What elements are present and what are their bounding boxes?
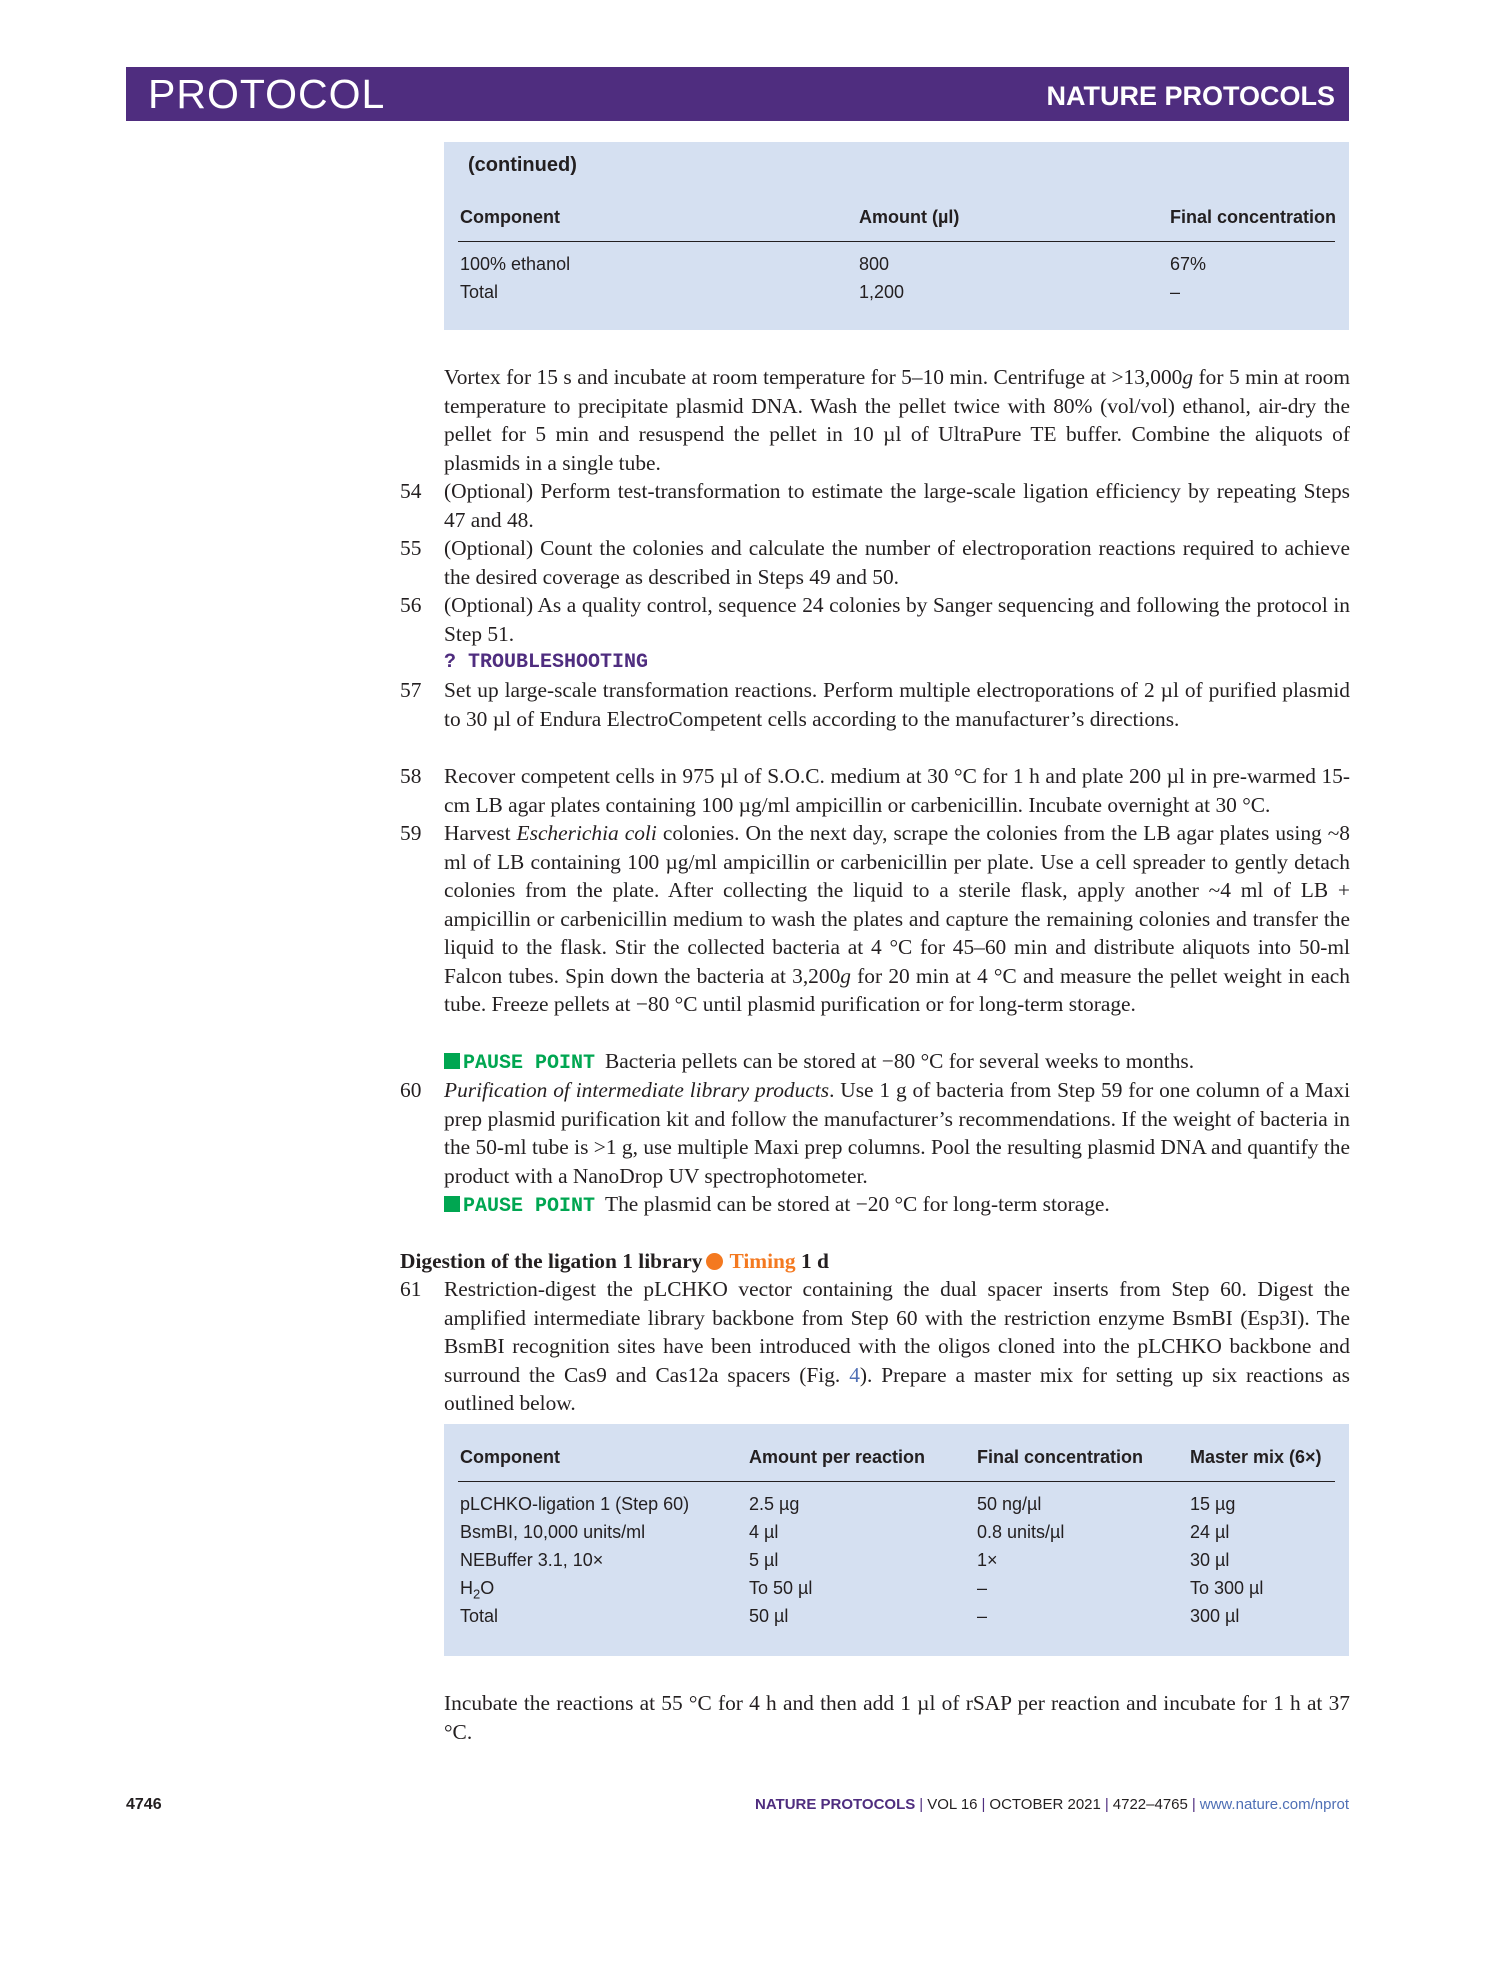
- step-text: Set up large-scale transformation reactions. Perform multiple electroporations of 2 µl of purified plasmid to 30 µl of Endura ElectroCompetent cells according to the manufacturer’s directions.: [444, 678, 1350, 731]
- table-cell: –: [977, 1606, 988, 1626]
- header-section-label: PROTOCOL: [148, 71, 386, 117]
- table-cell: To 50 µl: [749, 1578, 813, 1598]
- text-run: Harvest: [444, 821, 517, 845]
- text-run: . Use 1 g of bacteria from Step 59 for one column of a Maxi prep plasmid purification kit and follow the manufacturer’s recommendations. If the weight of bacteria in the 50-ml tube is >1 g, use multiple Maxi prep columns. Pool the resulting plasmid DNA and quantify the product with a NanoDrop UV spectrophotometer.: [444, 1078, 1351, 1188]
- table-cell: 800: [859, 254, 890, 274]
- table-cell: 15 µg: [1190, 1494, 1236, 1514]
- species-name: Escherichia coli: [516, 821, 657, 845]
- pause-point-text: The plasmid can be stored at −20 °C for long-term storage.: [605, 1192, 1110, 1216]
- table-cell: –: [1170, 282, 1181, 302]
- troubleshooting-label: ? TROUBLESHOOTING: [444, 651, 649, 674]
- table-cell: BsmBI, 10,000 units/ml: [460, 1522, 646, 1542]
- step-number: 57: [400, 678, 422, 702]
- table-cell: pLCHKO-ligation 1 (Step 60): [460, 1494, 690, 1514]
- footer-citation: [755, 1795, 1349, 1815]
- step-text: Recover competent cells in 975 µl of S.O.C. medium at 30 °C for 1 h and plate 200 µl in pre-warmed 15-cm LB agar plates containing 100 µg/ml ampicillin or carbenicillin. Incubate overnight at 30 °C.: [444, 764, 1350, 817]
- step-number: 59: [400, 821, 422, 845]
- table-rule: [458, 241, 1335, 242]
- step-text: [444, 819, 1350, 1019]
- table-header-cell: Final concentration: [1170, 207, 1337, 227]
- page-number: 4746: [126, 1796, 162, 1813]
- step-number: 61: [400, 1277, 422, 1301]
- table-cell: 2.5 µg: [749, 1494, 800, 1514]
- table-cell: –: [977, 1578, 988, 1598]
- figure-reference-link[interactable]: 4: [849, 1362, 860, 1387]
- text-run: for 5 min at room temperature to precipitate plasmid DNA. Wash the pellet twice with 80% (vol/vol) ethanol, air-dry the pellet for 5 min and resuspend the pellet in 10 µl of UltraPure TE buffer. Combine the aliquots of plasmids in a single tube.: [444, 365, 1350, 475]
- master-mix-table: [444, 1424, 1349, 1656]
- table-cell: 0.8 units/µl: [977, 1522, 1065, 1542]
- step-text: (Optional) Perform test-transformation to estimate the large-scale ligation efficiency by repeating Steps 47 and 48.: [444, 479, 1350, 532]
- table-header-cell: Final concentration: [977, 1447, 1144, 1467]
- page-header: [126, 67, 1349, 121]
- step-number: 55: [400, 536, 422, 560]
- step-text: [444, 1076, 1350, 1190]
- pause-point-1: [444, 1047, 1194, 1079]
- text-run: colonies. On the next day, scrape the colonies from the LB agar plates using ~8 ml of LB containing 100 µg/ml ampicillin or carbenicillin per plate. Use a cell spreader to gently detach colonies from the plate. After collecting the liquid to a sterile flask, apply another ~4 ml of LB + ampicillin or carbenicillin medium to wash the plates and capture the remaining colonies and transfer the liquid to the flask. Stir the collected bacteria at 4 °C for 45–60 min and distribute aliquots into 50-ml Falcon tubes. Spin down the bacteria at 3,200: [444, 821, 1350, 988]
- table-header-cell: Component: [460, 1447, 560, 1467]
- footer-separator: |: [919, 1796, 924, 1813]
- footer-separator: |: [981, 1796, 986, 1813]
- footer-volume: VOL 16: [927, 1796, 978, 1813]
- footer-journal: NATURE PROTOCOLS: [754, 1796, 916, 1813]
- text-run: for 20 min at 4 °C and measure the pellet weight in each tube. Freeze pellets at −80 °C until plasmid purification or for long-term storage.: [444, 963, 1350, 1016]
- step-text: (Optional) As a quality control, sequence 24 colonies by Sanger sequencing and following the protocol in Step 51.: [444, 593, 1350, 646]
- step-number: 56: [400, 593, 422, 617]
- step-number: 54: [400, 479, 422, 503]
- header-journal-name: NATURE PROTOCOLS: [1046, 81, 1335, 111]
- section-title: Digestion of the ligation 1 library: [400, 1249, 703, 1273]
- section-heading: [400, 1247, 829, 1275]
- timing-value: 1 d: [800, 1249, 829, 1273]
- footer-url-link[interactable]: www.nature.com/nprot: [1199, 1796, 1349, 1813]
- table-header-cell: Component: [460, 207, 560, 227]
- pause-point-icon: [444, 1053, 460, 1069]
- pause-point-text: Bacteria pellets can be stored at −80 °C for several weeks to months.: [605, 1049, 1195, 1073]
- pause-point-2: [444, 1190, 1110, 1222]
- footer-separator: |: [1104, 1796, 1109, 1813]
- step-number: 60: [400, 1078, 422, 1102]
- text-run: Restriction-digest the pLCHKO vector containing the dual spacer inserts from Step 60. Digest the amplified intermediate library backbone from Step 60 with the restriction enzyme BsmBI (Esp3I). The BsmBI recognition sites have been introduced with the oligos cloned into the pLCHKO backbone and surround the Cas9 and Cas12a spacers (Fig.: [444, 1277, 1350, 1387]
- final-paragraph: Incubate the reactions at 55 °C for 4 h and then add 1 µl of rSAP per reaction and incubate for 1 h at 37 °C.: [444, 1691, 1350, 1744]
- continued-table: [444, 142, 1349, 330]
- table-header-cell: Amount per reaction: [749, 1447, 926, 1467]
- table-cell: 30 µl: [1190, 1550, 1230, 1570]
- table-cell: 1,200: [859, 282, 905, 302]
- table-cell: 67%: [1170, 254, 1207, 274]
- footer-pages: 4722–4765: [1112, 1796, 1188, 1813]
- table-caption: (continued): [468, 154, 577, 176]
- table-cell: 5 µl: [749, 1550, 779, 1570]
- timing-label: Timing: [729, 1249, 796, 1273]
- table-cell: 1×: [977, 1550, 998, 1570]
- table-cell: 4 µl: [749, 1522, 779, 1542]
- table-cell: To 300 µl: [1190, 1578, 1264, 1598]
- table-cell: NEBuffer 3.1, 10×: [460, 1550, 604, 1570]
- table-cell: 50 ng/µl: [977, 1494, 1042, 1514]
- table-cell: Total: [460, 282, 499, 302]
- table-rule: [458, 1481, 1335, 1482]
- text-run: g: [840, 963, 851, 988]
- footer-date: OCTOBER 2021: [989, 1796, 1101, 1813]
- table-cell: 50 µl: [749, 1606, 789, 1626]
- pause-point-icon: [444, 1196, 460, 1212]
- step-title: Purification of intermediate library products: [444, 1078, 830, 1102]
- step-text: (Optional) Count the colonies and calculate the number of electroporation reactions required to achieve the desired coverage as described in Steps 49 and 50.: [444, 536, 1350, 589]
- intro-paragraph: [444, 363, 1350, 477]
- text-run: ). Prepare a master mix for setting up six reactions as outlined below.: [444, 1362, 1350, 1415]
- table-cell: Total: [460, 1606, 499, 1626]
- pause-point-label: PAUSE POINT: [463, 1052, 596, 1075]
- footer-separator: |: [1191, 1796, 1196, 1813]
- table-header-cell: Amount (µl): [859, 207, 960, 227]
- table-cell: 300 µl: [1190, 1606, 1240, 1626]
- pause-point-label: PAUSE POINT: [463, 1195, 596, 1218]
- table-header-cell: Master mix (6×): [1190, 1447, 1322, 1467]
- table-cell: 24 µl: [1190, 1522, 1230, 1542]
- text-run: g: [1182, 365, 1194, 389]
- table-cell: $H_2O$: [460, 1578, 495, 1602]
- table-cell: 100% ethanol: [460, 254, 571, 274]
- timing-icon: [706, 1253, 723, 1270]
- step-text: [444, 1275, 1350, 1418]
- text-run: Vortex for 15 s and incubate at room temperature for 5–10 min. Centrifuge at >13,000: [444, 365, 1183, 389]
- step-number: 58: [400, 764, 422, 788]
